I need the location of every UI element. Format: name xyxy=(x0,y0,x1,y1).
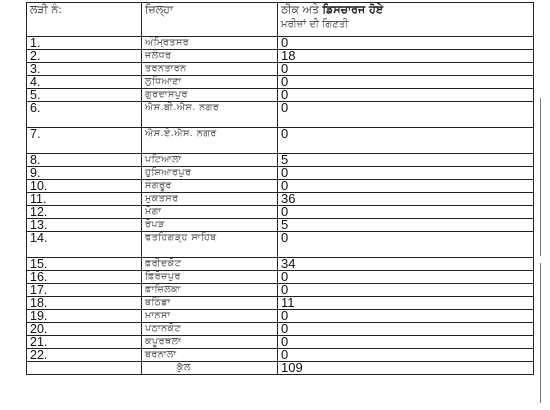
district-cell: ਫ਼ਾਜ਼ਿਲਕਾ xyxy=(142,284,278,297)
count-cell: 0 xyxy=(278,271,534,284)
serial-cell: 19. xyxy=(27,310,142,323)
serial-cell: 22. xyxy=(27,349,142,362)
header-count-bold: ਡਿਸਚਾਰਜ ਹੋਏ xyxy=(322,3,384,16)
count-cell: 0 xyxy=(278,76,534,89)
table-row xyxy=(27,323,534,336)
table-row xyxy=(27,193,534,206)
count-cell: 0 xyxy=(278,232,534,258)
table-row xyxy=(27,63,534,76)
district-cell: ਮਾਨਸਾ xyxy=(142,310,278,323)
table-row xyxy=(27,336,534,349)
district-cell: ਐਸ.ਏ.ਐਸ. ਨਗਰ xyxy=(142,128,278,154)
table-row xyxy=(27,128,534,154)
table-row xyxy=(27,297,534,310)
count-cell: 0 xyxy=(278,128,534,154)
district-cell: ਹੁਸ਼ਿਆਰਪੁਰ xyxy=(142,167,278,180)
table-row xyxy=(27,206,534,219)
district-cell: ਪਠਾਨਕੋਟ xyxy=(142,323,278,336)
serial-cell: 17. xyxy=(27,284,142,297)
table-row xyxy=(27,232,534,258)
total-label: ਕੁੱਲ xyxy=(142,362,278,375)
header-district: ਜ਼ਿਲ੍ਹਾ xyxy=(142,3,278,37)
count-cell: 0 xyxy=(278,37,534,50)
margin-bracket xyxy=(534,263,541,403)
district-cell: ਕਪੂਰਥਲਾ xyxy=(142,336,278,349)
table-row xyxy=(27,180,534,193)
table-row xyxy=(27,271,534,284)
recovered-patients-table xyxy=(26,2,534,375)
table-row xyxy=(27,50,534,63)
district-cell: ਗੁਰਦਾਸਪੁਰ xyxy=(142,89,278,102)
table-row xyxy=(27,258,534,271)
serial-cell: 15. xyxy=(27,258,142,271)
serial-cell: 9. xyxy=(27,167,142,180)
table-body xyxy=(27,37,534,375)
district-cell: ਬਰਨਾਲਾ xyxy=(142,349,278,362)
table-row xyxy=(27,167,534,180)
count-cell: 11 xyxy=(278,297,534,310)
count-cell: 0 xyxy=(278,284,534,297)
table-row xyxy=(27,154,534,167)
count-cell: 0 xyxy=(278,310,534,323)
district-cell: ਮੋਗਾ xyxy=(142,206,278,219)
table-row xyxy=(27,76,534,89)
district-cell: ਬਠਿੰਡਾ xyxy=(142,297,278,310)
district-cell: ਸੰਗਰੂਰ xyxy=(142,180,278,193)
total-serial-cell xyxy=(27,362,142,375)
serial-cell: 2. xyxy=(27,50,142,63)
serial-cell: 18. xyxy=(27,297,142,310)
district-cell: ਫ਼ਰੀਦਕੋਟ xyxy=(142,258,278,271)
serial-cell: 6. xyxy=(27,102,142,128)
serial-cell: 14. xyxy=(27,232,142,258)
district-cell: ਰੋਪੜ xyxy=(142,219,278,232)
district-cell: ਅੰਮ੍ਰਿਤਸਰ xyxy=(142,37,278,50)
count-cell: 0 xyxy=(278,349,534,362)
serial-cell: 10. xyxy=(27,180,142,193)
header-serial: ਲੜੀ ਨੰ: xyxy=(27,3,142,37)
count-cell: 0 xyxy=(278,102,534,128)
count-cell: 18 xyxy=(278,50,534,63)
header-count: ਠੀਕ ਅਤੇ ਡਿਸਚਾਰਜ ਹੋਏ ਮਰੀਜ਼ਾਂ ਦੀ ਗਿਣਤੀ xyxy=(278,3,534,37)
district-cell: ਫਤਹਿਗੜ੍ਹ ਸਾਹਿਬ xyxy=(142,232,278,258)
district-cell: ਲੁਧਿਆਣਾ xyxy=(142,76,278,89)
table-row xyxy=(27,219,534,232)
district-cell: ਮੁਕਤਸਰ xyxy=(142,193,278,206)
count-cell: 34 xyxy=(278,258,534,271)
count-cell: 0 xyxy=(278,89,534,102)
margin-bracket xyxy=(534,98,541,256)
table-row xyxy=(27,284,534,297)
count-cell: 0 xyxy=(278,336,534,349)
serial-cell: 4. xyxy=(27,76,142,89)
count-cell: 0 xyxy=(278,180,534,193)
serial-cell: 3. xyxy=(27,63,142,76)
district-cell: ਜਲੰਧਰ xyxy=(142,50,278,63)
table-row xyxy=(27,349,534,362)
serial-cell: 21. xyxy=(27,336,142,349)
serial-cell: 12. xyxy=(27,206,142,219)
total-count: 109 xyxy=(278,362,534,375)
table-row xyxy=(27,102,534,128)
district-cell: ਐਸ.ਬੀ.ਐਸ. ਨਗਰ xyxy=(142,102,278,128)
district-cell: ਪਟਿਆਲਾ xyxy=(142,154,278,167)
count-cell: 5 xyxy=(278,219,534,232)
count-cell: 36 xyxy=(278,193,534,206)
table-row xyxy=(27,37,534,50)
serial-cell: 13. xyxy=(27,219,142,232)
serial-cell: 11. xyxy=(27,193,142,206)
count-cell: 0 xyxy=(278,63,534,76)
district-cell: ਤਰਨਤਾਰਨ xyxy=(142,63,278,76)
serial-cell: 16. xyxy=(27,271,142,284)
count-cell: 5 xyxy=(278,154,534,167)
district-cell: ਫ਼ਿਰੋਜ਼ਪੁਰ xyxy=(142,271,278,284)
serial-cell: 5. xyxy=(27,89,142,102)
table-row xyxy=(27,310,534,323)
serial-cell: 20. xyxy=(27,323,142,336)
table-row xyxy=(27,89,534,102)
total-row xyxy=(27,362,534,375)
count-cell: 0 xyxy=(278,323,534,336)
table-header-row xyxy=(27,3,534,37)
count-cell: 0 xyxy=(278,167,534,180)
count-cell: 0 xyxy=(278,206,534,219)
serial-cell: 1. xyxy=(27,37,142,50)
header-count-sub: ਮਰੀਜ਼ਾਂ ਦੀ ਗਿਣਤੀ xyxy=(281,19,349,30)
serial-cell: 7. xyxy=(27,128,142,154)
serial-cell: 8. xyxy=(27,154,142,167)
